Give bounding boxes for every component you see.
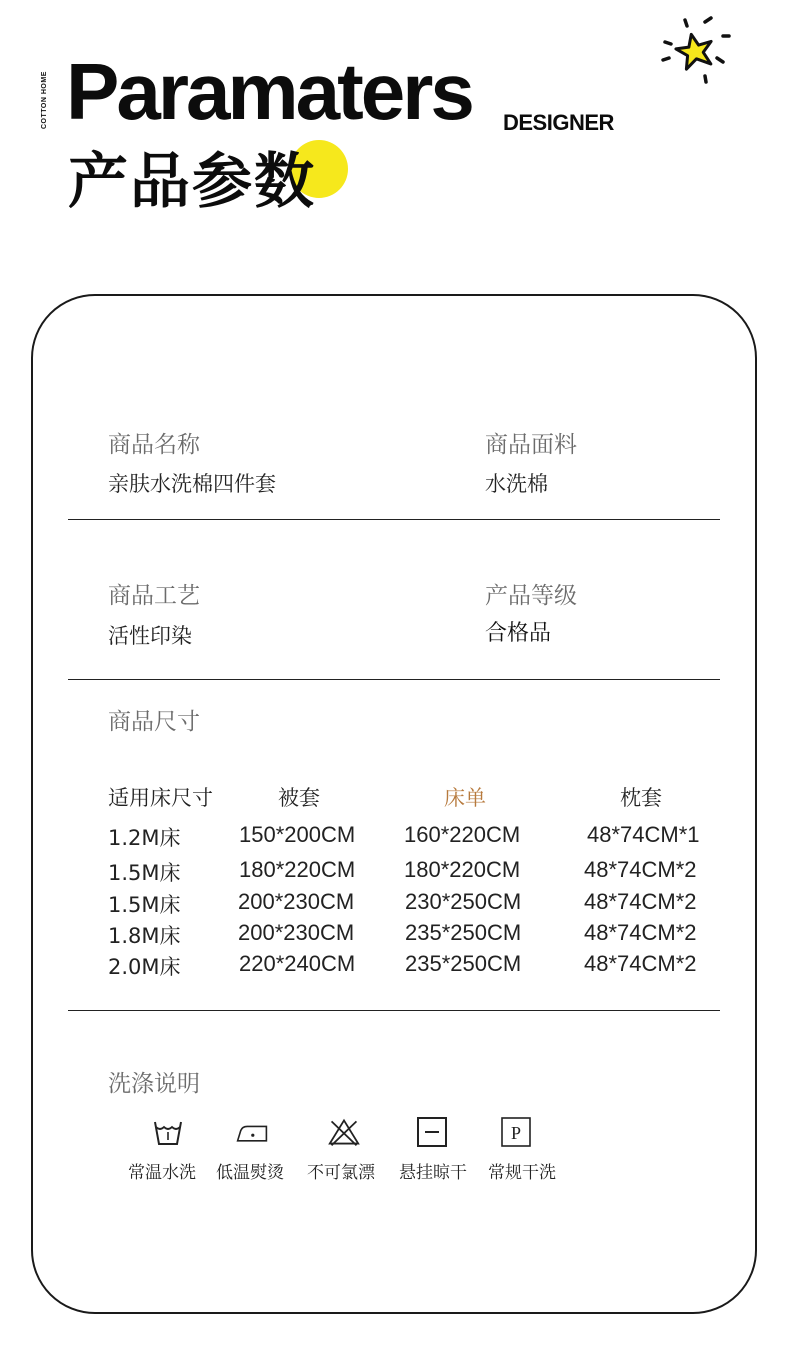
no-bleach-icon bbox=[328, 1116, 360, 1148]
table-cell: 180*220CM bbox=[404, 857, 521, 882]
divider bbox=[68, 519, 720, 520]
grade-value: 合格品 bbox=[485, 621, 552, 646]
craft-value: 活性印染 bbox=[108, 624, 192, 648]
table-cell: 150*200CM bbox=[239, 822, 356, 847]
product-name-label: 商品名称 bbox=[108, 432, 200, 458]
table-header-bed-size: 适用床尺寸 bbox=[108, 786, 213, 810]
wash-item-label: 低温熨烫 bbox=[216, 1163, 284, 1183]
hang-dry-icon bbox=[416, 1116, 448, 1148]
table-cell: 220*240CM bbox=[239, 951, 356, 976]
wash-item-label: 不可氯漂 bbox=[307, 1163, 375, 1183]
table-cell: 48*74CM*2 bbox=[584, 920, 697, 945]
page-title-english: Paramaters bbox=[66, 47, 472, 136]
wash-item-label: 悬挂晾干 bbox=[399, 1163, 467, 1183]
fabric-label: 商品面料 bbox=[485, 432, 577, 458]
table-cell: 1.5M床 bbox=[108, 861, 181, 885]
table-cell: 1.8M床 bbox=[108, 924, 181, 948]
wash-item-label: 常规干洗 bbox=[488, 1163, 556, 1183]
table-cell: 1.5M床 bbox=[108, 893, 181, 917]
table-header-sheet: 床单 bbox=[444, 786, 486, 810]
table-cell: 48*74CM*1 bbox=[587, 822, 700, 847]
table-header-duvet: 被套 bbox=[278, 786, 320, 810]
table-cell: 200*230CM bbox=[238, 889, 355, 914]
title-subtitle: DESIGNER bbox=[503, 110, 614, 135]
wash-label: 洗涤说明 bbox=[108, 1071, 200, 1097]
wash-basin-icon bbox=[152, 1116, 184, 1148]
divider bbox=[68, 679, 720, 680]
brand-vertical-text: COTTON HOME bbox=[41, 71, 48, 129]
fabric-value: 水洗棉 bbox=[485, 472, 548, 496]
svg-text:P: P bbox=[510, 1123, 522, 1143]
table-cell: 180*220CM bbox=[239, 857, 356, 882]
page-title-chinese: 产品参数 bbox=[68, 147, 316, 217]
table-cell: 48*74CM*2 bbox=[584, 857, 697, 882]
table-cell: 230*250CM bbox=[405, 889, 522, 914]
table-cell: 200*230CM bbox=[238, 920, 355, 945]
product-name-value: 亲肤水洗棉四件套 bbox=[108, 472, 276, 496]
table-cell: 160*220CM bbox=[404, 822, 521, 847]
table-cell: 48*74CM*2 bbox=[584, 951, 697, 976]
table-cell: 235*250CM bbox=[405, 951, 522, 976]
wash-item-label: 常温水洗 bbox=[128, 1163, 196, 1183]
table-cell: 2.0M床 bbox=[108, 955, 181, 979]
star-icon bbox=[655, 14, 735, 94]
dry-clean-icon bbox=[500, 1116, 532, 1148]
size-label: 商品尺寸 bbox=[108, 709, 200, 735]
grade-label: 产品等级 bbox=[485, 583, 577, 609]
iron-low-icon bbox=[236, 1116, 268, 1148]
craft-label: 商品工艺 bbox=[108, 583, 200, 609]
table-cell: 235*250CM bbox=[405, 920, 522, 945]
table-cell: 48*74CM*2 bbox=[584, 889, 697, 914]
table-header-pillowcase: 枕套 bbox=[620, 786, 662, 810]
divider bbox=[68, 1010, 720, 1011]
table-cell: 1.2M床 bbox=[108, 826, 181, 850]
